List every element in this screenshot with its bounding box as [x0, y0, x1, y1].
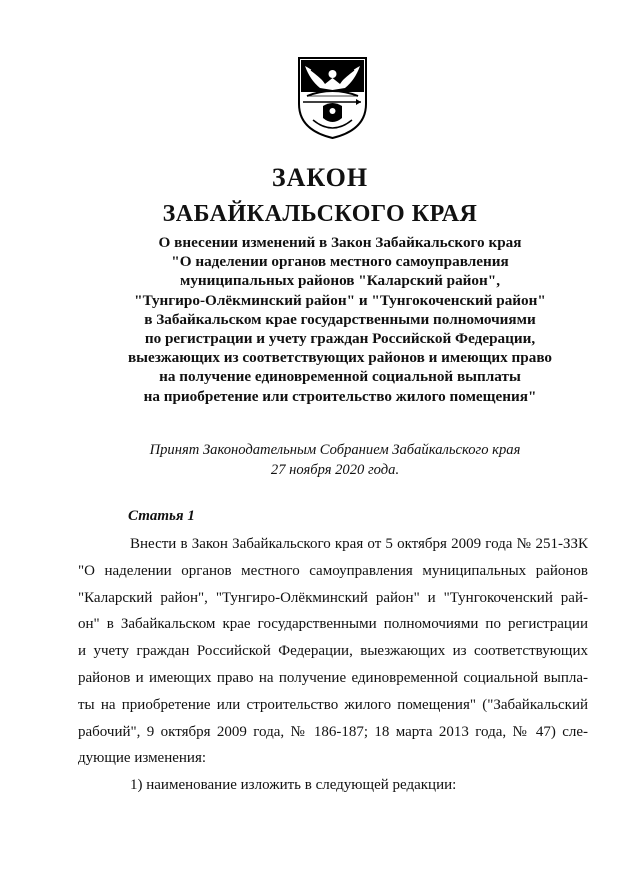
body-line: и учету граждан Российской Федерации, выезжающих из соответствующих [78, 643, 588, 660]
subtitle-line: на получение единовременной социальной выплаты [159, 368, 521, 386]
subtitle-line: "О наделении органов местного самоуправления [171, 253, 509, 271]
subtitle-line: О внесении изменений в Закон Забайкальского края [158, 234, 522, 251]
region-title: ЗАБАЙКАЛЬСКОГО КРАЯ [162, 201, 478, 227]
coat-of-arms-emblem [295, 56, 370, 140]
body-line: Внести в Закон Забайкальского края от 5 октября 2009 года № 251-ЗЗК [130, 536, 588, 552]
body-line: 1) наименование изложить в следующей редакции: [130, 777, 457, 794]
adoption-note [120, 440, 550, 480]
body-line: "О наделении органов местного самоуправления муниципальных районов [78, 562, 588, 579]
body-line: районов и имеющих право на получение единовременной социальной выпла- [78, 669, 588, 686]
body-line: он" в Забайкальском крае государственными полномочиями по регистрации [78, 616, 588, 633]
subtitle-line: муниципальных районов "Каларский район", [179, 272, 500, 290]
body-line: дующие изменения: [78, 750, 207, 767]
body-line: "Каларский район", "Тунгиро-Олёкминский район" и "Тунгокоченский рай- [78, 589, 588, 606]
subtitle-line: по регистрации и учету граждан Российской Федерации, [144, 330, 536, 348]
adoption-date: 27 ноября 2020 года. [270, 462, 400, 478]
body-line: ты на приобретение или строительство жилого помещения" ("Забайкальский [78, 696, 588, 713]
subtitle-line: "Тунгиро-Олёкминский район" и "Тунгокоченский район" [134, 291, 546, 309]
adoption-line: Принят Законодательным Собранием Забайкальского края [149, 442, 521, 458]
subtitle-line: в Забайкальском крае государственными полномочиями [144, 310, 536, 328]
law-subtitle [70, 233, 610, 406]
document-type-title: ЗАКОН [271, 163, 369, 192]
body-line: рабочий", 9 октября 2009 года, № 186-187; 18 марта 2013 года, № 47) сле- [78, 723, 588, 740]
subtitle-line: на приобретение или строительство жилого помещения" [143, 387, 537, 405]
subtitle-line: выезжающих из соответствующих районов и имеющих право [127, 349, 553, 367]
article-heading: Статья 1 [128, 508, 195, 524]
article-body [78, 531, 588, 799]
